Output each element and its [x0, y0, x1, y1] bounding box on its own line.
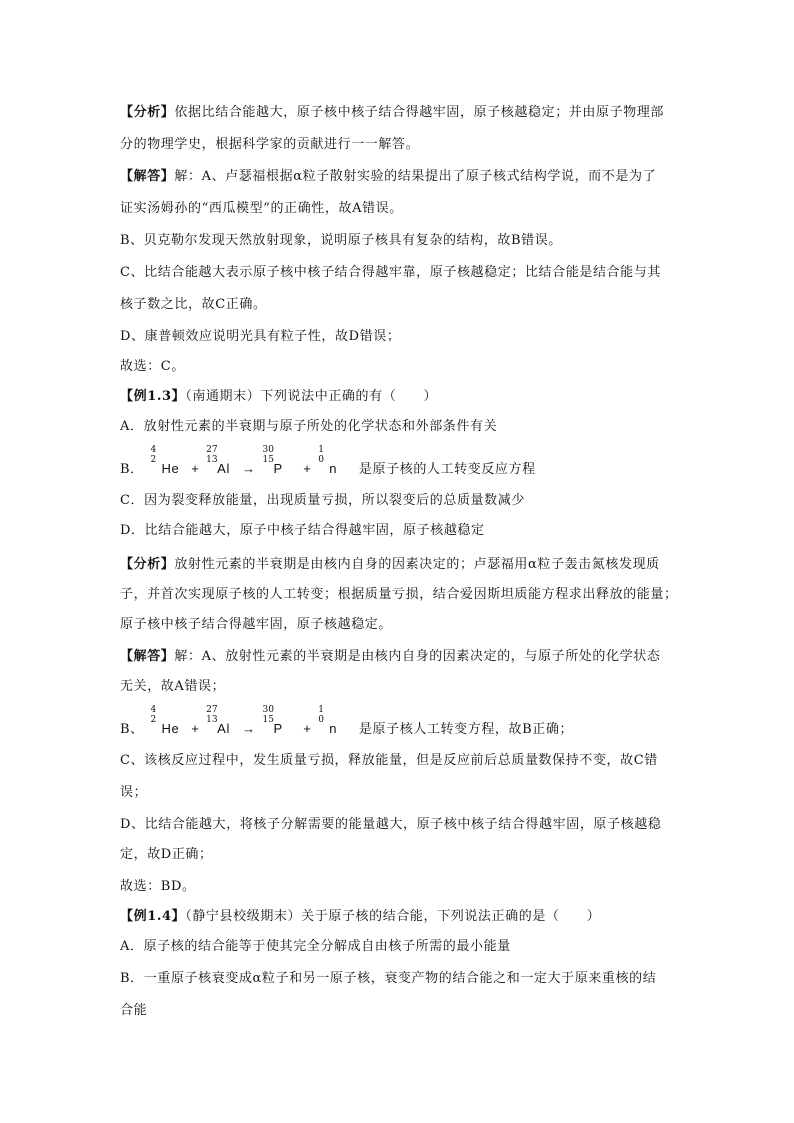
text-line — [120, 784, 680, 802]
nuclide-he: 4 2 He — [150, 445, 180, 476]
line-text: 放射性元素的半衰期是由核内自身的因素决定的；卢瑟福用α粒子轰击氮核发现质 — [174, 557, 660, 572]
option-a — [120, 418, 680, 436]
text-line — [120, 388, 680, 406]
text-line — [120, 1002, 680, 1020]
text-line — [120, 264, 680, 282]
text-line — [120, 648, 680, 666]
option-b — [120, 445, 680, 479]
line-text: 定，故D正确； — [120, 847, 213, 862]
text-line — [120, 358, 680, 376]
arrow-sign: → — [242, 461, 256, 476]
text-line — [120, 104, 680, 122]
line-text: C、该核反应过程中，发生质量亏损，释放能量，但是反应前后总质量数保持不变，故C错 — [120, 753, 658, 768]
arrow-sign: → — [242, 721, 256, 736]
line-text: 误； — [120, 785, 148, 800]
nuclide-p: 30 15 P — [262, 445, 283, 476]
option-c — [120, 492, 680, 510]
line-text: 无关，故A错误； — [120, 679, 226, 694]
nuclide-n: 1 0 n — [318, 705, 338, 736]
answer-b — [120, 705, 680, 739]
text-line — [120, 586, 680, 604]
option-a — [120, 938, 680, 956]
option-label: B、 — [120, 722, 144, 737]
line-text: 原子核中核子结合得越牢固，原子核越稳定。 — [120, 617, 393, 632]
line-text: 证实汤姆孙的“西瓜模型”的正确性，故A错误。 — [120, 201, 403, 216]
line-text: 是原子核人工转变方程，故B正确； — [358, 722, 574, 737]
nuclide-al: 27 13 Al — [206, 705, 230, 736]
line-text: 合能 — [120, 1003, 148, 1018]
plus-sign: + — [303, 721, 312, 736]
text-line — [120, 232, 680, 250]
example-tag: 【例1.4】 — [120, 909, 186, 924]
section-tag: 【解答】 — [120, 169, 175, 184]
plus-sign: + — [191, 461, 200, 476]
line-text: B、贝克勒尔发现天然放射现象，说明原子核具有复杂的结构，故B错误。 — [120, 233, 562, 248]
text-line — [120, 200, 680, 218]
line-text: C．因为裂变释放能量，出现质量亏损，所以裂变后的总质量数减少 — [120, 493, 525, 508]
line-text: A．放射性元素的半衰期与原子所处的化学状态和外部条件有关 — [120, 419, 498, 434]
text-line — [120, 168, 680, 186]
line-text: 解：A、卢瑟福根据α粒子散射实验的结果提出了原子核式结构学说，而不是为了 — [174, 169, 657, 184]
line-text: D、康普顿效应说明光具有粒子性，故D错误； — [120, 329, 401, 344]
line-text: 是原子核的人工转变反应方程 — [358, 462, 536, 477]
text-line — [120, 846, 680, 864]
text-line — [120, 752, 680, 770]
line-text: 解：A、放射性元素的半衰期是由核内自身的因素决定的，与原子所处的化学状态 — [174, 649, 661, 664]
text-line — [120, 136, 680, 154]
line-text: （南通期末）下列说法中正确的有（ ） — [185, 389, 438, 404]
line-text: C、比结合能越大表示原子核中核子结合得越牢靠，原子核越稳定；比结合能是结合能与其 — [120, 265, 661, 280]
line-text: B．一重原子核衰变成α粒子和另一原子核，衰变产物的结合能之和一定大于原来重核的结 — [120, 971, 657, 986]
option-label: B． — [120, 462, 144, 477]
line-text: 核子数之比，故C正确。 — [120, 297, 267, 312]
nuclide-n: 1 0 n — [318, 445, 338, 476]
option-d — [120, 522, 680, 540]
text-line — [120, 908, 680, 926]
line-text: （静宁县校级期末）关于原子核的结合能，下列说法正确的是（ ） — [185, 909, 601, 924]
text-line — [120, 296, 680, 314]
line-text: 依据比结合能越大，原子核中核子结合得越牢固，原子核越稳定；并由原子物理部 — [174, 105, 665, 120]
section-tag: 【解答】 — [120, 649, 175, 664]
section-tag: 【分析】 — [120, 105, 175, 120]
nuclide-al: 27 13 Al — [206, 445, 230, 476]
option-b — [120, 970, 680, 988]
line-text: 故选：C。 — [120, 359, 185, 374]
text-line — [120, 678, 680, 696]
line-text: 故选：BD。 — [120, 879, 196, 894]
line-text: 子，并首次实现原子核的人工转变；根据质量亏损，结合爱因斯坦质能方程求出释放的能量； — [120, 587, 678, 602]
nuclide-he: 4 2 He — [150, 705, 180, 736]
text-line — [120, 328, 680, 346]
nuclide-p: 30 15 P — [262, 705, 283, 736]
example-tag: 【例1.3】 — [120, 389, 186, 404]
plus-sign: + — [191, 721, 200, 736]
section-tag: 【分析】 — [120, 557, 175, 572]
text-line — [120, 616, 680, 634]
line-text: A．原子核的结合能等于使其完全分解成自由核子所需的最小能量 — [120, 939, 511, 954]
text-line — [120, 878, 680, 896]
line-text: 分的物理学史，根据科学家的贡献进行一一解答。 — [120, 137, 420, 152]
plus-sign: + — [303, 461, 312, 476]
text-line — [120, 816, 680, 834]
line-text: D、比结合能越大，将核子分解需要的能量越大，原子核中核子结合得越牢固，原子核越稳 — [120, 817, 662, 832]
line-text: D．比结合能越大，原子中核子结合得越牢固，原子核越稳定 — [120, 523, 485, 538]
text-line — [120, 556, 680, 574]
